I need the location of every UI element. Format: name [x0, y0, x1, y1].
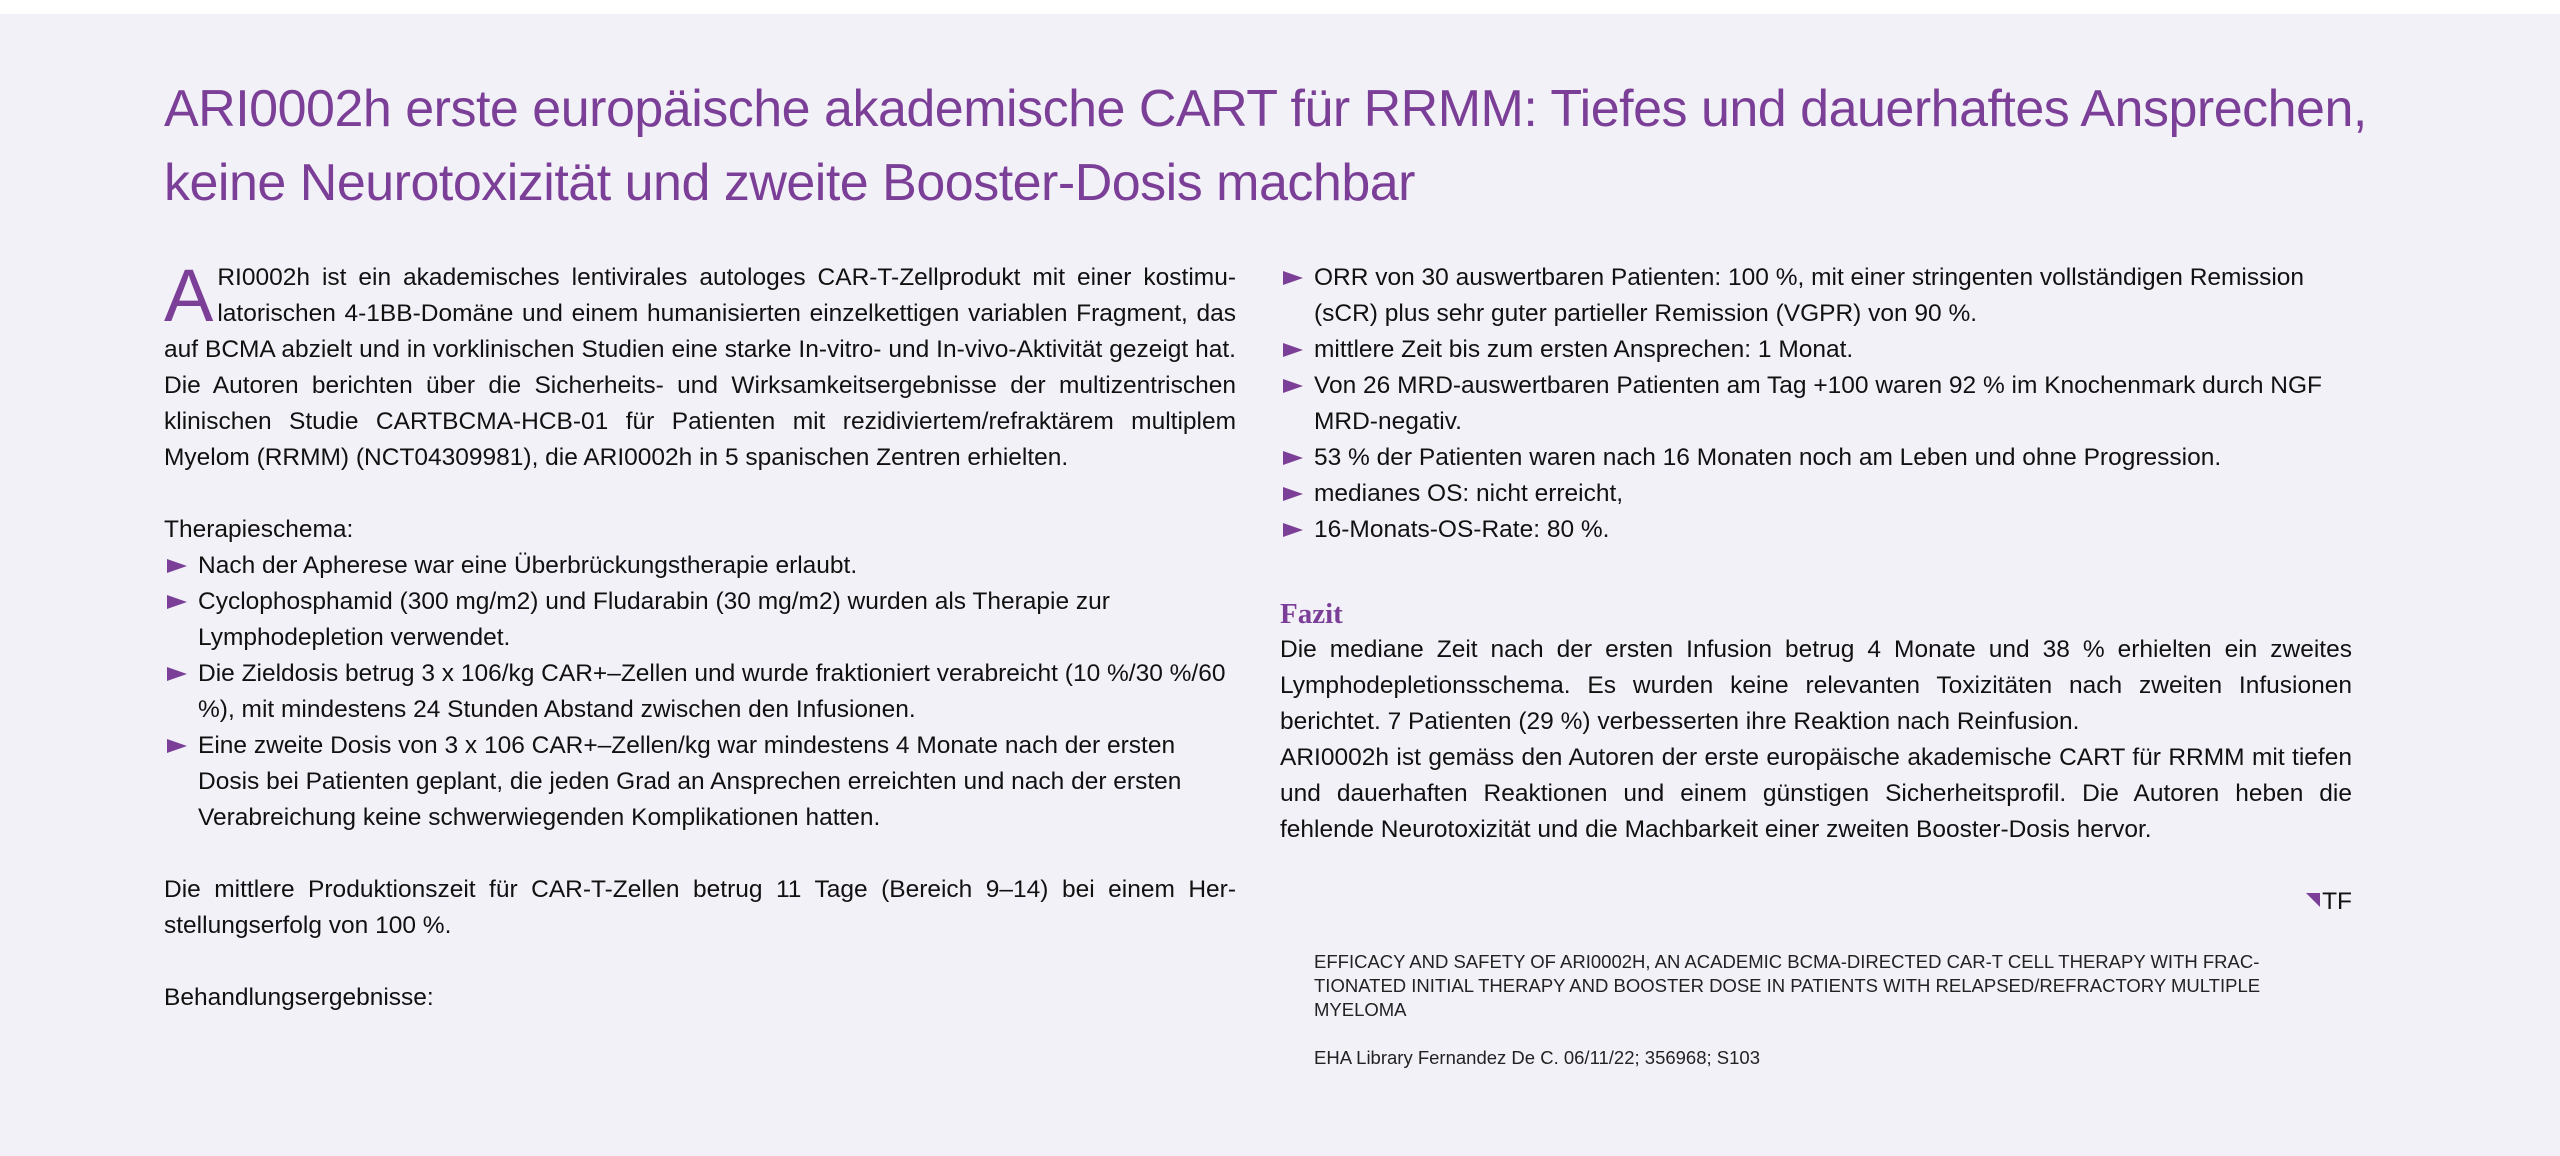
list-item: [1280, 512, 2352, 548]
drop-cap: A: [164, 254, 214, 337]
intro-paragraph: [164, 254, 1236, 476]
list-item: [1280, 368, 2352, 440]
triangle-bullet-icon: [167, 667, 187, 681]
therapy-heading: Therapieschema:: [164, 516, 354, 543]
triangle-bullet-icon: [1283, 451, 1303, 465]
list-item: [1280, 260, 2352, 332]
list-item: [164, 584, 1236, 656]
intro-text: RI0002h ist ein akademisches lentivirales autologes CAR-T-Zellprodukt mit einer kostimulatorischen 4-1BB-Domäne und einem humanisierten einzelkettigen variablen Fragment, das auf BCMA abzielt und in vorklinischen Studien eine starke In-vitro- und In-vivo-Aktivität gezeigt hat. Die Autoren berichten über die Sicherheits- und Wirksamkeitsergebnisse der multizentrischen klinischen Studie CARTBCMA-HCB-01 für Patienten mit rezidiviertem/refraktärem multiplem Myelom (RRMM) (NCT04309981), die ARI0002h in 5 spanischen Zentren erhielten.: [164, 264, 1236, 471]
list-item: [1280, 476, 2352, 512]
triangle-bullet-icon: [167, 739, 187, 753]
list-item: [164, 656, 1236, 728]
fazit-paragraph: ARI0002h ist gemäss den Autoren der erste europäische akademische CART für RRMM mit tiefen und dauerhaften Reaktionen und einem günstigen Sicherheitsprofil. Die Autoren heben die fehlende Neurotoxizität und die Machbarkeit einer zweiten Booster-Dosis hervor.: [1280, 744, 2352, 843]
triangle-bullet-icon: [1283, 343, 1303, 357]
list-item-text: Die Zieldosis betrug 3 x 106/kg CAR+–Zellen und wurde fraktioniert verabreicht (10 %/30 %/60 %), mit mindestens 24 Stunden Abstand zwischen den Infusionen.: [198, 660, 1226, 723]
article-page: [0, 14, 2560, 1156]
triangle-bullet-icon: [167, 559, 187, 573]
list-item: [1280, 332, 2352, 368]
production-paragraph: Die mittlere Produktionszeit für CAR-T-Zellen betrug 11 Tage (Bereich 9–14) bei einem Herstellungserfolg von 100 %.: [164, 876, 1236, 939]
list-item-text: Nach der Apherese war eine Überbrückungstherapie erlaubt.: [198, 552, 858, 579]
triangle-bullet-icon: [1283, 271, 1303, 285]
author-tag: [2306, 884, 2352, 920]
author-initials: TF: [2322, 888, 2352, 915]
results-list: [1280, 260, 2352, 548]
list-item-text: 53 % der Patienten waren nach 16 Monaten noch am Leben und ohne Progression.: [1314, 444, 2222, 471]
list-item-text: medianes OS: nicht erreicht,: [1314, 480, 1624, 507]
triangle-bullet-icon: [1283, 379, 1303, 393]
list-item-text: Von 26 MRD-auswertbaren Patienten am Tag +100 waren 92 % im Knochenmark durch NGF MRD-negativ.: [1314, 372, 2322, 435]
list-item: [1280, 440, 2352, 476]
therapy-list: [164, 548, 1236, 836]
page-title: ARI0002h erste europäische akademische CART für RRMM: Tiefes und dauerhaftes Ansprechen, keine Neurotoxizität und zweite Booster-Dosis machbar: [164, 80, 2367, 212]
citation: EHA Library Fernandez De C. 06/11/22; 356968; S103: [1314, 1047, 1760, 1068]
list-item-text: Cyclophosphamid (300 mg/m2) und Fludarabin (30 mg/m2) wurden als Therapie zur Lymphodepletion verwendet.: [198, 588, 1110, 651]
list-item-text: ORR von 30 auswertbaren Patienten: 100 %, mit einer stringenten vollständigen Remission (sCR) plus sehr guter partieller Remission (VGPR) von 90 %.: [1314, 264, 2305, 327]
triangle-bullet-icon: [1283, 523, 1303, 537]
fazit-heading: Fazit: [1280, 598, 1343, 630]
list-item: [164, 728, 1236, 836]
right-column: [1280, 260, 2352, 1068]
list-item-text: Eine zweite Dosis von 3 x 106 CAR+–Zellen/kg war mindestens 4 Monate nach der ersten Dosis bei Patienten geplant, die jeden Grad an Ansprechen erreichten und nach der ersten Verabreichung keine schwerwiegenden Komplikationen hatten.: [198, 732, 1182, 831]
list-item-text: mittlere Zeit bis zum ersten Ansprechen: 1 Monat.: [1314, 336, 1854, 363]
triangle-bullet-icon: [1283, 487, 1303, 501]
reference-title: EFFICACY AND SAFETY OF ARI0002H, AN ACADEMIC BCMA-DIRECTED CAR-T CELL THERAPY WITH FRACTIONATED INITIAL THERAPY AND BOOSTER DOSE IN PATIENTS WITH RELAPSED/REFRACTORY MULTIPLE MYELOMA: [1314, 951, 2261, 1020]
list-item: [164, 548, 1236, 584]
corner-triangle-icon: [2306, 893, 2320, 907]
list-item-text: 16-Monats-OS-Rate: 80 %.: [1314, 516, 1610, 543]
triangle-bullet-icon: [167, 595, 187, 609]
results-heading: Behandlungsergebnisse:: [164, 984, 434, 1011]
left-column: [164, 254, 1236, 1016]
fazit-paragraph: Die mediane Zeit nach der ersten Infusion betrug 4 Monate und 38 % erhielten ein zweites Lymphodepletionsschema. Es wurden keine relevanten Toxizitäten nach zweiten Infusionen berichtet. 7 Patienten (29 %) verbesserten ihre Reaktion nach Reinfusion.: [1280, 636, 2352, 735]
